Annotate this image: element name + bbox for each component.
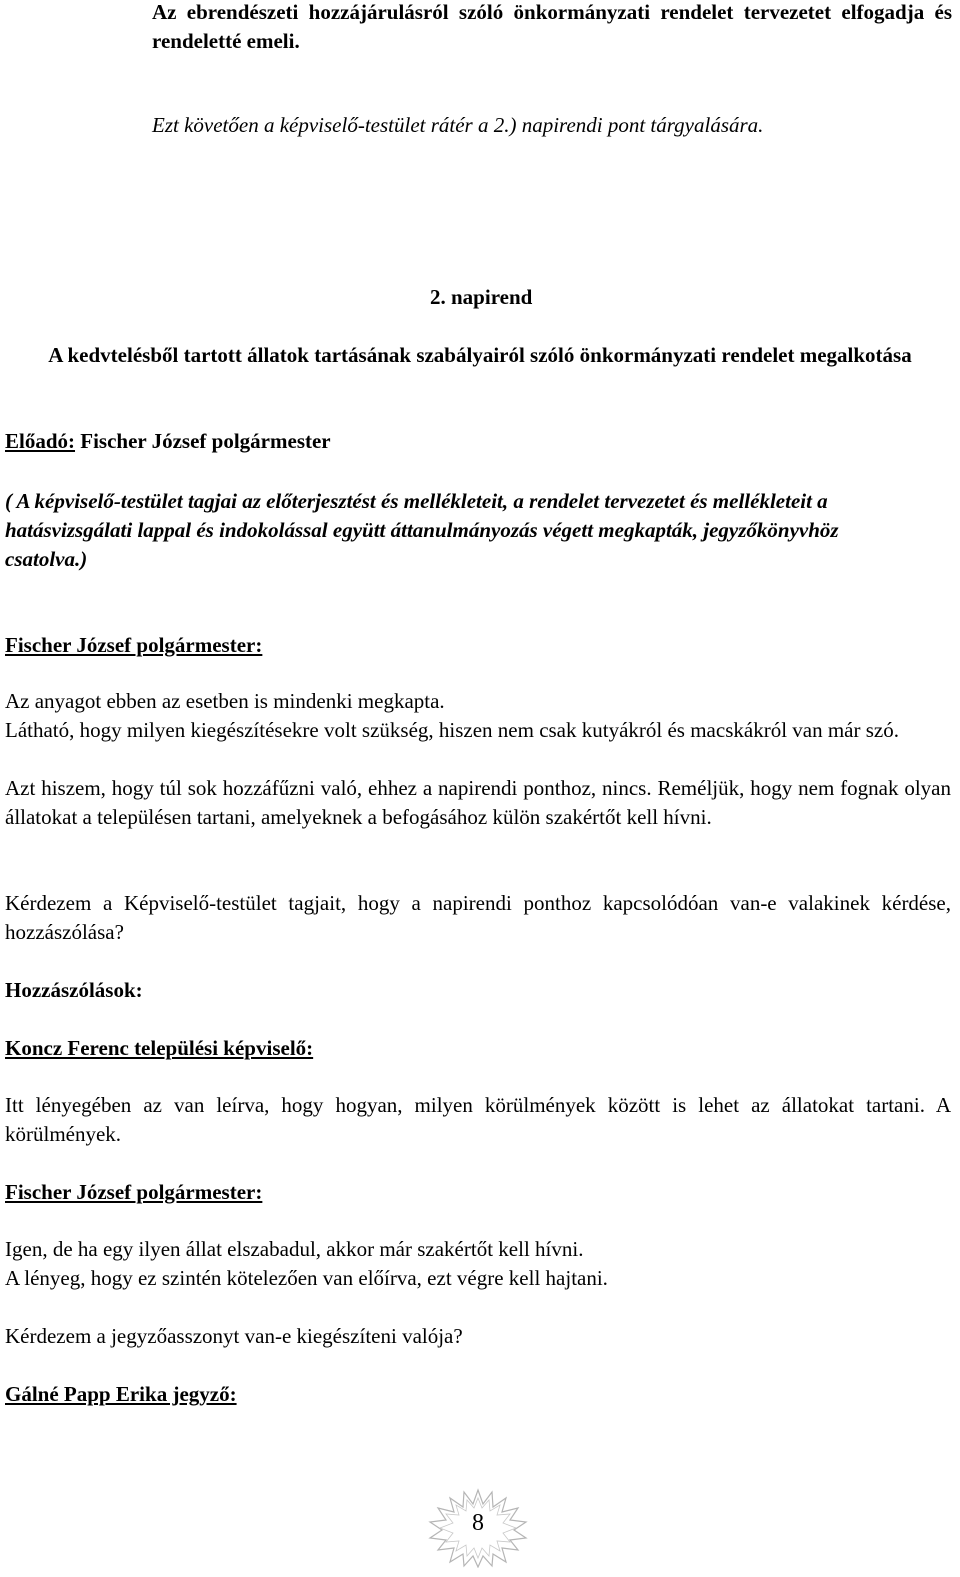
paragraph: Az anyagot ebben az esetben is mindenki megkapta.: [5, 689, 445, 713]
speaker-label: Gálné Papp Erika jegyző:: [5, 1382, 237, 1406]
page-number-badge: [426, 1488, 530, 1568]
paragraph: A lényeg, hogy ez szintén kötelezően van előírva, ezt végre kell hajtani.: [5, 1266, 608, 1290]
agenda-note: ( A képviselő-testület tagjai az előterjesztést és mellékleteit, a rendelet tervezetet és mellékleteit a hatásvizsgálati lappal és indokolással együtt áttanulmányozás végett megkapták, jegyzőkönyvhöz csatolva.): [5, 489, 839, 571]
presenter-label: Előadó:: [5, 429, 76, 453]
intro-paragraph: Az ebrendészeti hozzájárulásról szóló önkormányzati rendelet tervezetet elfogadja és rendeletté emeli.: [152, 0, 952, 53]
paragraph: Kérdezem a jegyzőasszonyt van-e kiegészíteni valója?: [5, 1324, 463, 1348]
speaker-label: Fischer József polgármester:: [5, 1180, 263, 1204]
paragraph: Itt lényegében az van leírva, hogy hogyan, milyen körülmények között is lehet az állatokat tartani. A körülmények.: [5, 1093, 951, 1146]
paragraph: Igen, de ha egy ilyen állat elszabadul, akkor már szakértőt kell hívni.: [5, 1237, 584, 1261]
speaker-label: Koncz Ferenc települési képviselő:: [5, 1036, 314, 1060]
paragraph: Látható, hogy milyen kiegészítésekre volt szükség, hiszen nem csak kutyákról és macskákról van már szó.: [5, 718, 899, 742]
comments-heading: Hozzászólások:: [5, 978, 143, 1002]
paragraph: Kérdezem a Képviselő-testület tagjait, hogy a napirendi ponthoz kapcsolódóan van-e valakinek kérdése, hozzászólása?: [5, 891, 951, 944]
page-number: 8: [472, 1510, 484, 1536]
presenter-line: [5, 427, 331, 456]
presenter-name: Fischer József polgármester: [75, 429, 331, 453]
agenda-heading: 2. napirend: [430, 285, 533, 309]
paragraph: Azt hiszem, hogy túl sok hozzáfűzni való, ehhez a napirendi ponthoz, nincs. Reméljük, hogy nem fognak olyan állatokat a településen tartani, amelyeknek a befogásához külön szakértőt kell hívni.: [5, 776, 951, 829]
speaker-label: Fischer József polgármester:: [5, 633, 263, 657]
transition-sentence: Ezt követően a képviselő-testület rátér a 2.) napirendi pont tárgyalására.: [152, 113, 764, 137]
agenda-title: A kedvtelésből tartott állatok tartásának szabályairól szóló önkormányzati rendelet megalkotása: [48, 343, 912, 367]
